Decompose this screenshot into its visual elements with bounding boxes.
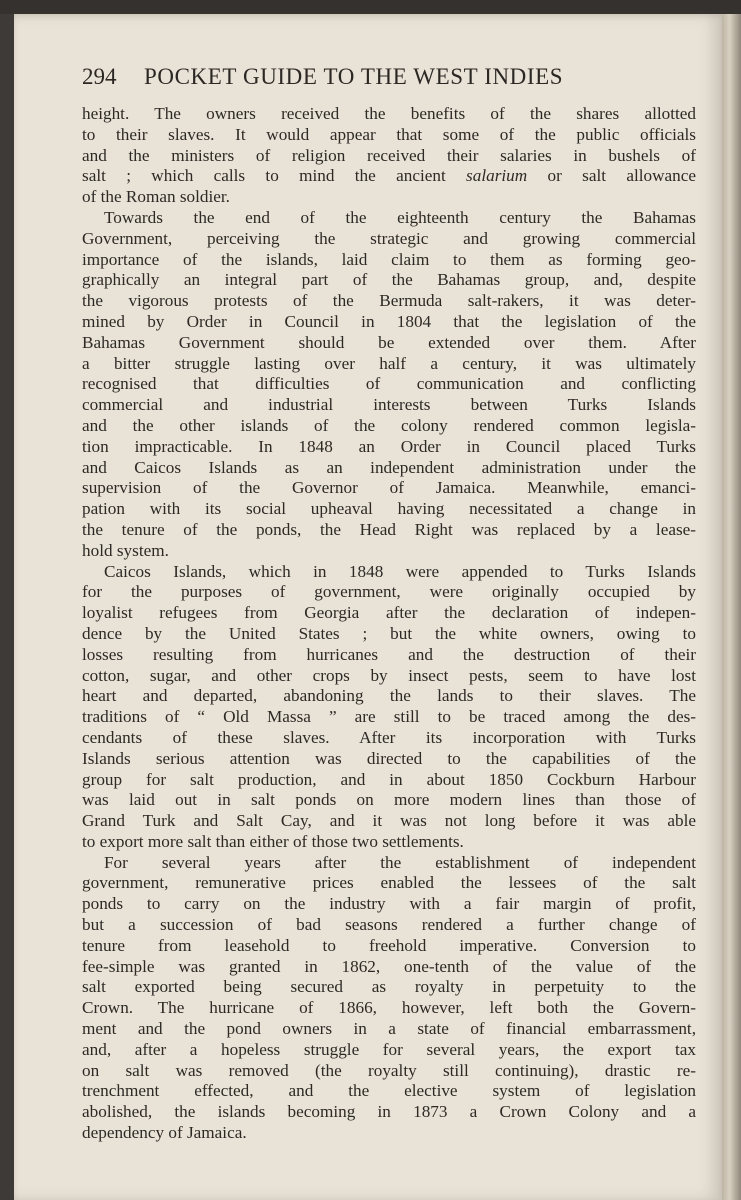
italic-term: salarium <box>466 166 528 186</box>
text-line: Grand Turk and Salt Cay, and it was not long before it was able <box>82 811 696 831</box>
text-line: to their slaves. It would appear that some of the public officials <box>82 124 696 144</box>
text-line: for the purposes of government, were originally occupied by <box>82 582 696 602</box>
text-line: For several years after the establishment of independent <box>104 852 696 872</box>
text-line: Towards the end of the eighteenth century the Bahamas <box>104 207 696 227</box>
text-line: cendants of these slaves. After its incorporation with Turks <box>82 727 696 747</box>
text-line: salt ; which calls to mind the ancient salarium or salt allowance <box>82 166 696 186</box>
text-line: government, remunerative prices enabled the lessees of the salt <box>82 873 696 893</box>
text-line: and Caicos Islands as an independent administration under the <box>82 457 696 477</box>
text-line: and the ministers of religion received their salaries in bushels of <box>82 145 696 165</box>
text-line: mined by Order in Council in 1804 that the legislation of the <box>82 311 696 331</box>
text-line: of the Roman soldier. <box>82 187 230 207</box>
text-line: was laid out in salt ponds on more modern lines than those of <box>82 790 696 810</box>
text-line: importance of the islands, laid claim to them as forming geo- <box>82 249 696 269</box>
text-line: Crown. The hurricane of 1866, however, left both the Govern- <box>82 998 696 1018</box>
text-line: Islands serious attention was directed to the capabilities of the <box>82 748 696 768</box>
text-line: group for salt production, and in about 1850 Cockburn Harbour <box>82 769 696 789</box>
text-line: but a succession of bad seasons rendered a further change of <box>82 915 696 935</box>
text-line: height. The owners received the benefits of the shares allotted <box>82 104 696 123</box>
body-text <box>82 104 696 1144</box>
text-line: on salt was removed (the royalty still continuing), drastic re- <box>82 1060 696 1080</box>
text-line: heart and departed, abandoning the lands to their slaves. The <box>82 686 696 706</box>
text-line: fee-simple was granted in 1862, one-tenth of the value of the <box>82 956 696 976</box>
text-line: salt exported being secured as royalty in perpetuity to the <box>82 977 696 997</box>
paragraph <box>82 208 696 562</box>
text-line: ponds to carry on the industry with a fair margin of profit, <box>82 894 696 914</box>
text-line: Bahamas Government should be extended over them. After <box>82 332 696 352</box>
text-line: and, after a hopeless struggle for several years, the export tax <box>82 1039 696 1059</box>
text-line: traditions of “ Old Massa ” are still to be traced among the des- <box>82 707 696 727</box>
text-line: Caicos Islands, which in 1848 were appended to Turks Islands <box>104 561 696 581</box>
paragraph <box>82 104 696 208</box>
text-line: graphically an integral part of the Bahamas group, and, despite <box>82 270 696 290</box>
text-line: tenure from leasehold to freehold imperative. Conversion to <box>82 935 696 955</box>
text-line: trenchment effected, and the elective system of legislation <box>82 1081 696 1101</box>
text-line: cotton, sugar, and other crops by insect pests, seem to have lost <box>82 665 696 685</box>
page-header <box>82 64 702 96</box>
text-line: ment and the pond owners in a state of financial embarrassment, <box>82 1019 696 1039</box>
text-line: the vigorous protests of the Bermuda salt-rakers, it was deter- <box>82 291 696 311</box>
text-line: losses resulting from hurricanes and the destruction of their <box>82 644 696 664</box>
text-line: a bitter struggle lasting over half a century, it was ultimately <box>82 353 696 373</box>
text-line: and the other islands of the colony rendered common legisla- <box>82 415 696 435</box>
text-line: tion impracticable. In 1848 an Order in Council placed Turks <box>82 436 696 456</box>
text-line: dence by the United States ; but the white owners, owing to <box>82 623 696 643</box>
text-line: recognised that difficulties of communication and conflicting <box>82 374 696 394</box>
page-fore-edge <box>722 14 741 1200</box>
page-number: 294 <box>82 64 117 89</box>
text-line: the tenure of the ponds, the Head Right was replaced by a lease- <box>82 519 696 539</box>
paragraph <box>82 562 696 853</box>
text-line: hold system. <box>82 540 169 560</box>
text-line: commercial and industrial interests between Turks Islands <box>82 395 696 415</box>
text-line: pation with its social upheaval having necessitated a change in <box>82 499 696 519</box>
text-line: dependency of Jamaica. <box>82 1123 247 1143</box>
text-line: to export more salt than either of those two settlements. <box>82 831 464 851</box>
text-line: abolished, the islands becoming in 1873 a Crown Colony and a <box>82 1102 696 1122</box>
text-line: loyalist refugees from Georgia after the declaration of indepen- <box>82 603 696 623</box>
paragraph <box>82 853 696 1144</box>
top-edge <box>0 0 741 14</box>
text-line: supervision of the Governor of Jamaica. Meanwhile, emanci- <box>82 478 696 498</box>
running-head: POCKET GUIDE TO THE WEST INDIES <box>144 64 564 89</box>
text-line: Government, perceiving the strategic and growing commercial <box>82 228 696 248</box>
